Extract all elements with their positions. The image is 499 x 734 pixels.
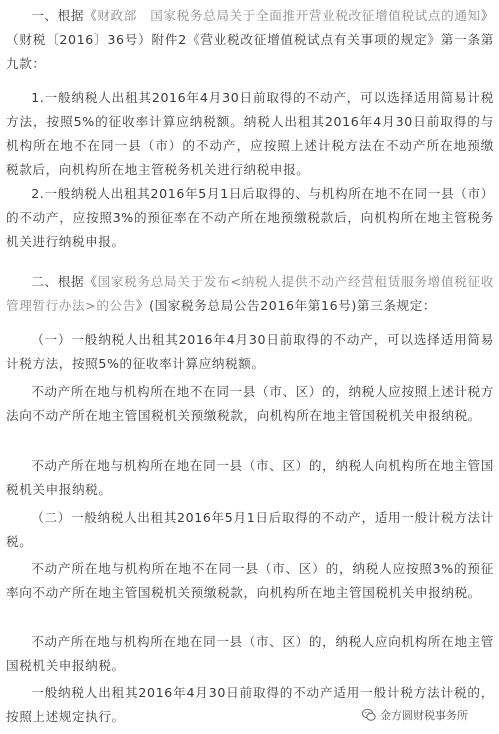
section-2-paragraph-5: 不动产所在地与机构所在地不在同一县（市、区）的，纳税人应按照3%的预征率向不动产所在地主管国税机关预缴税款，向机构所在地主管国税机关申报纳税。	[6, 561, 494, 600]
watermark	[362, 707, 468, 723]
section-2-paragraph-6: 不动产所在地与机构所在地在同一县（市、区）的，纳税人应向机构所在地主管国税机关申报纳税。	[6, 634, 494, 673]
section-2-citation: 国家税务总局关于发布<纳税人提供不动产经营租赁服务增值税征收管理暂行办法>的公告	[6, 274, 494, 313]
wechat-icon	[362, 708, 376, 722]
section-2-heading	[6, 270, 494, 318]
section-2-paragraph-1: （一）一般纳税人出租其2016年4月30日前取得的不动产，可以选择适用简易计税方法，按照5%的征收率计算应纳税额。	[6, 332, 494, 371]
section-2-paragraph-3: 不动产所在地与机构所在地在同一县（市、区）的，纳税人向机构所在地主管国税机关申报纳税。	[6, 458, 494, 497]
section-1-suffix: 》（财税〔2016〕36号）附件2《营业税改征增值税试点有关事项的规定》第一条第九款：	[6, 8, 495, 71]
section-1-heading	[6, 4, 494, 76]
section-2-suffix: 》(国家税务总局公告2016年第16号)第三条规定：	[135, 298, 437, 313]
section-2-paragraph-7: 一般纳税人出租其2016年4月30日前取得的不动产适用一般计税方法计税的，按照上述规定执行。	[6, 685, 494, 724]
section-2-prefix: 二、根据《	[31, 274, 98, 289]
section-1-prefix: 一、根据《	[31, 8, 98, 23]
section-1-paragraph-1: 1.一般纳税人出租其2016年4月30日前取得的不动产，可以选择适用简易计税方法，按照5%的征收率计算应纳税额。纳税人出租其2016年4月30日前取得的与机构所在地不在同一县（市）的不动产，应按照上述计税方法在不动产所在地预缴税款后，向机构所在地主管税务机关进行纳税申报。	[6, 90, 494, 177]
section-1-citation: 财政部 国家税务总局关于全面推开营业税改征增值税试点的通知	[97, 8, 481, 23]
section-1-paragraph-2: 2.一般纳税人出租其2016年5月1日后取得的、与机构所在地不在同一县（市）的不动产，应按照3%的预征率在不动产所在地预缴税款后，向机构所在地主管税务机关进行纳税申报。	[6, 186, 494, 249]
section-2-paragraph-4: （二）一般纳税人出租其2016年5月1日后取得的不动产，适用一般计税方法计税。	[6, 510, 494, 549]
watermark-text: 金方圆财税事务所	[380, 709, 468, 722]
section-2-paragraph-2: 不动产所在地与机构所在地不在同一县（市、区）的，纳税人应按照上述计税方法向不动产所在地主管国税机关预缴税款，向机构所在地主管国税机关申报纳税。	[6, 384, 494, 423]
